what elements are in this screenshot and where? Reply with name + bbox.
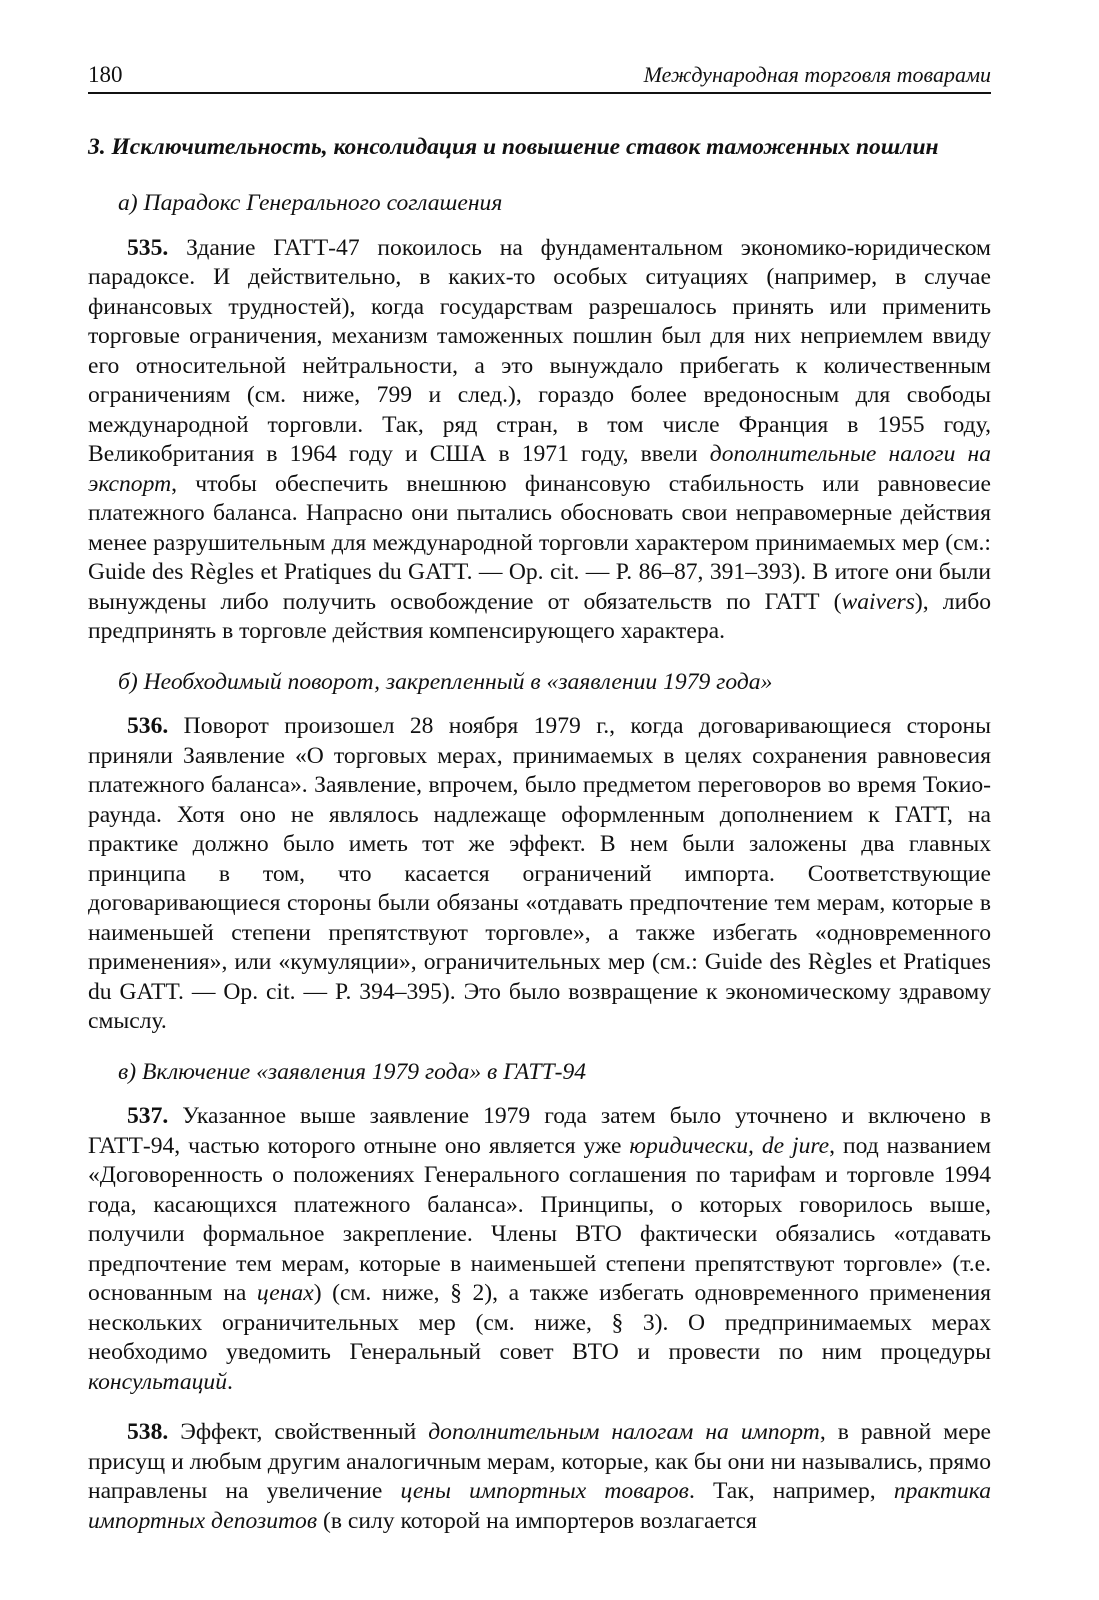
running-header <box>88 62 991 94</box>
paragraph-text: Поворот произошел 28 ноября 1979 г., когда договаривающиеся стороны приняли Заявление «О торговых мерах, принимаемых в целях сохранения равновесия платежного баланса». Заявление, впрочем, было предметом переговоров во время Токио-раунда. Хотя оно не являлось надлежаще оформленным дополнением к ГАТТ, на практике должно было иметь тот же эффект. В нем были заложены два главных принципа в том, что касается ограничений импорта. Соответствующие договаривающиеся стороны были обязаны «отдавать предпочтение тем мерам, которые в наименьшей степени препятствуют торговле», а также избегать «одновременного применения», или «кумуляции», ограничительных мер (см.: Guide des Règles et Pratiques du GATT. — Op. cit. — P. 394–395). Это было возвращение к экономическому здравому смыслу. <box>88 713 991 1034</box>
paragraph-text: Эффект, свойственный <box>168 1419 429 1445</box>
paragraph-number: 536. <box>127 713 169 739</box>
emphasis-text: консультаций <box>88 1368 228 1395</box>
subsection-title-b: б) Необходимый поворот, закрепленный в «заявлении 1979 года» <box>118 668 773 695</box>
emphasis-text: дополнительные налоги на экспорт <box>88 441 991 497</box>
paragraph-text: , под названием «Договоренность о положениях Генерального соглашения по тарифам и торговле 1994 года, касающихся платежного баланса». Принципы, о которых говорилось выше, получили формальное закрепление. Члены ВТО фактически обязались «отдавать предпочтение тем мерам, которые в наименьшей степени препятствуют торговле» (т.е. основанным на <box>88 1132 992 1306</box>
emphasis-text: практика импортных депозитов <box>88 1478 992 1534</box>
paragraph-text: (в силу которой на импортеров возлагается <box>317 1507 757 1534</box>
paragraph-text: Здание ГАТТ-47 покоилось на фундаментальном экономико-юридическом парадоксе. И действительно, в каких-то особых ситуациях (например, в случае финансовых трудностей), когда государствам разрешалось принять или применить торговые ограничения, механизм таможенных пошлин был для них неприемлем ввиду его относительной нейтральности, а это вынуждало прибегать к количественным ограничениям (см. ниже, 799 и след.), гораздо более вредоносным для свободы международной торговли. Так, ряд стран, в том числе Франция в 1955 году, Великобритания в 1964 году и США в 1971 году, ввели <box>88 234 991 467</box>
page-body <box>88 133 991 1557</box>
emphasis-text: юридически, de jure <box>629 1132 830 1159</box>
paragraph-536 <box>88 712 991 1037</box>
running-title: Международная торговля товарами <box>643 62 991 87</box>
paragraph-535 <box>88 234 991 647</box>
page-number: 180 <box>88 62 123 87</box>
paragraph-text: . <box>227 1368 233 1395</box>
paragraph-text: , чтобы обеспечить внешнюю финансовую стабильность или равновесие платежного баланса. Напрасно они пытались обосновать свои неправомерные действия менее разрушительным для международной торговли характером принимаемых мер (см.: Guide des Règles et Pratiques du GATT. — Op. cit. — P. 86–87, 391–393). В итоге они были вынуждены либо получить освобождение от обязательств по ГАТТ ( <box>88 470 991 615</box>
paragraph-text: , в равной мере присущ и любым другим аналогичным мерам, которые, как бы они ни назывались, прямо направлены на увеличение <box>88 1419 991 1504</box>
section-title: 3. Исключительность, консолидация и повышение ставок таможенных пошлин <box>88 134 939 160</box>
emphasis-text: waivers <box>841 588 915 615</box>
paragraph-text: ), либо предпринять в торговле действия компенсирующего характера. <box>88 588 991 644</box>
emphasis-text: дополнительным налогам на импорт <box>428 1419 820 1445</box>
subsection-title-a: а) Парадокс Генерального соглашения <box>118 190 503 216</box>
paragraph-number: 537. <box>127 1103 169 1129</box>
subsection-title-c: в) Включение «заявления 1979 года» в ГАТТ-94 <box>118 1058 587 1085</box>
paragraph-number: 538. <box>127 1419 169 1445</box>
paragraph-537 <box>88 1102 991 1397</box>
paragraph-text: Указанное выше заявление 1979 года затем было уточнено и включено в ГАТТ-94, частью которого отныне оно является уже <box>88 1103 991 1159</box>
emphasis-text: цены импортных товаров <box>400 1478 689 1504</box>
paragraph-538 <box>88 1418 991 1536</box>
paragraph-text: ) (см. ниже, § 2), а также избегать одновременного применения нескольких ограничительных мер (см. ниже, § 3). О предпринимаемых мерах необходимо уведомить Генеральный совет ВТО и провести по ним процедуры <box>88 1280 992 1365</box>
paragraph-text: . Так, например, <box>688 1478 894 1504</box>
emphasis-text: ценах <box>256 1280 314 1306</box>
paragraph-number: 535. <box>127 234 169 261</box>
